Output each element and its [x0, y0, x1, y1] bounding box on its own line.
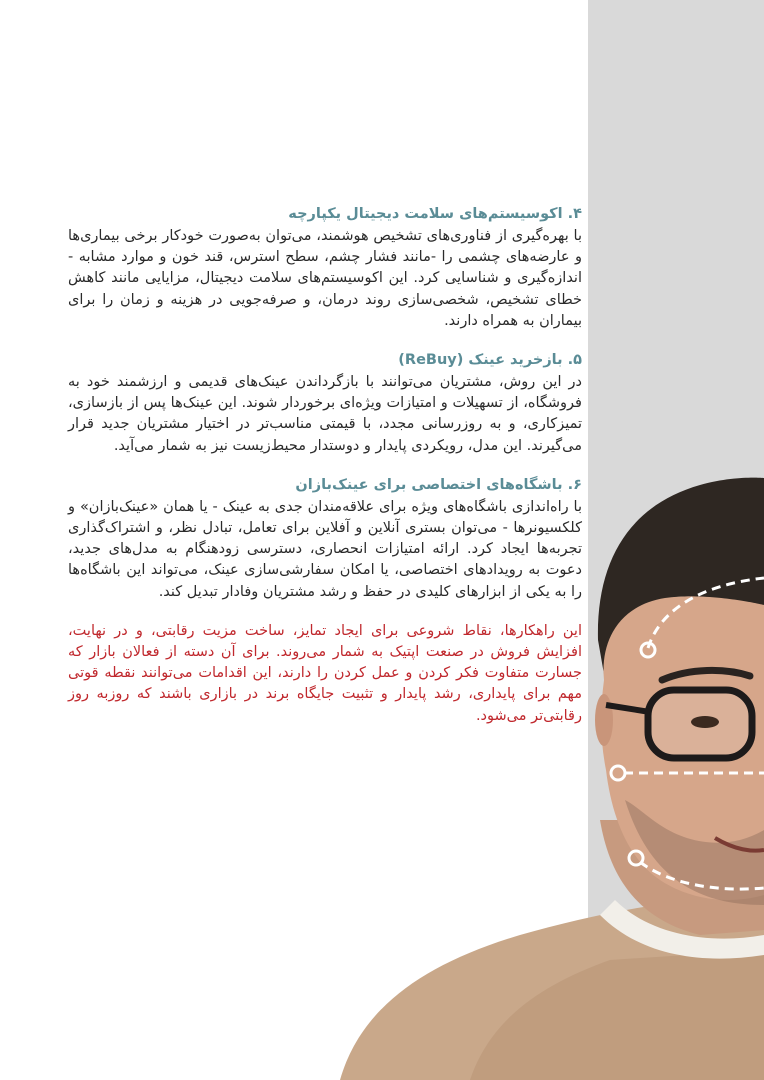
article-content [68, 204, 582, 727]
section-heading: ۶. باشگاه‌های اختصاصی برای عینک‌بازان [295, 476, 582, 493]
section-body: با بهره‌گیری از فناوری‌های تشخیص هوشمند، می‌توان به‌صورت خودکار برخی بیماری‌ها و عارضه‌های چشمی را -مانند فشار چشم، سطح استرس، قند خون و موارد مشابه - اندازه‌گیری و شناسایی کرد. این اکوسیستم‌های سلامت دیجیتال، مزایایی مانند کاهش خطای تشخیص، شخصی‌سازی روند درمان، و صرفه‌جویی در هزینه و زمان را برای بیماران به همراه دارند. [68, 228, 582, 329]
section-body: با راه‌اندازی باشگاه‌های ویژه برای علاقه‌مندان جدی به عینک - یا همان «عینک‌بازان» و کلکسیونرها - می‌توان بستری آنلاین و آفلاین برای تعامل، تبادل نظر، و اشتراک‌گذاری تجربه‌ها ایجاد کرد. ارائه امتیازات انحصاری، دسترسی زودهنگام به مدل‌های جدید، دعوت به رویدادهای اختصاصی، یا امکان سفارشی‌سازی عینک، می‌تواند این باشگاه‌ها را به یکی از ابزارهای کلیدی در حفظ و رشد مشتریان وفادار تبدیل کند. [68, 498, 582, 600]
section-heading: ۴. اکوسیستم‌های سلامت دیجیتال یکپارچه [288, 206, 582, 222]
section-heading: ۵. بازخرید عینک (ReBuy) [398, 352, 582, 369]
closing-paragraph: این راهکارها، نقاط شروعی برای ایجاد تمایز، ساخت مزیت رقابتی، و در نهایت، افزایش فروش در صنعت اپتیک به شمار می‌روند. برای آن دسته از فعالان بازار که جسارت متفاوت فکر کردن و عمل کردن را دارند، این اقدامات می‌توانند نقطه قوتی مهم برای پایداری، رشد پایدار و تثبیت جایگاه برند در بازاری باشند که روزبه روز رقابتی‌تر می‌شود. [68, 622, 582, 724]
section-digital-health [68, 204, 582, 332]
section-rebuy [68, 350, 582, 457]
section-clubs [68, 475, 582, 603]
section-body: در این روش، مشتریان می‌توانند با بازگرداندن عینک‌های قدیمی و ارزشمند خود به فروشگاه، از تسهیلات و امتیازات ویژه‌ای برخوردار شوند. این عینک‌ها پس از بازسازی، تمیزکاری، و به روزرسانی مجدد، با قیمتی مناسب‌تر در اختیار مشتریان جدید قرار می‌گیرند. این مدل، رویکردی پایدار و دوستدار محیط‌زیست نیز به شمار می‌آید. [68, 374, 582, 454]
